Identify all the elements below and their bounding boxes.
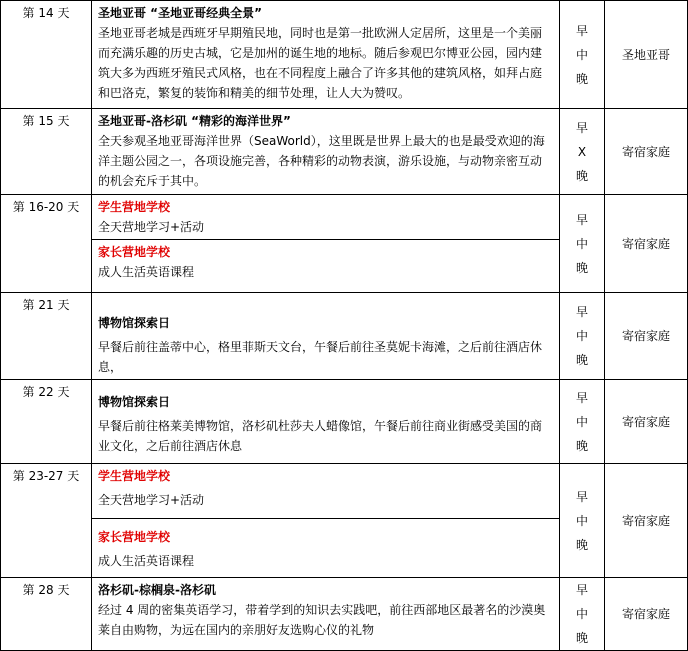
section-description: 成人生活英语课程 [98, 554, 195, 568]
content-cell [92, 380, 560, 464]
content-cell [92, 578, 560, 651]
day-cell: 第 23-27 天 [1, 464, 92, 578]
table-row [1, 464, 688, 578]
section-title: 学生营地学校 [98, 200, 171, 214]
row-description: 早餐后前往盖蒂中心，格里菲斯天文台，午餐后前往圣莫妮卡海滩，之后前往酒店休息， [98, 340, 543, 374]
meal-lunch: 中 [575, 414, 588, 429]
meal-dinner: 晚 [575, 537, 588, 552]
row-description: 圣地亚哥老城是西班牙早期殖民地，同时也是第一批欧洲人定居所，这里是一个美丽而充满乐趣的历史古城，它是加州的诞生地的地标。随后参观巴尔博亚公园，园内建筑大多为西班牙殖民式风格，也在不同程度上融合了许多其他的建筑风格，如拜占庭和巴洛克，繁复的装饰和精美的细节处理，让人大为赞叹。 [98, 26, 543, 100]
meal-breakfast: 早 [575, 489, 588, 504]
meal-breakfast: 早 [575, 212, 588, 227]
table-row [1, 578, 688, 651]
section-student [92, 195, 559, 239]
day-cell: 第 15 天 [1, 109, 92, 195]
section-parent [92, 518, 559, 573]
meal-breakfast: 早 [575, 23, 588, 38]
table-row [1, 109, 688, 195]
meal-cell [560, 1, 605, 109]
row-description: 经过 4 周的密集英语学习，带着学到的知识去实践吧，前往西部地区最著名的沙漠奥莱自由购物，为远在国内的亲朋好友选购心仪的礼物 [98, 603, 546, 637]
meal-breakfast: 早 [575, 120, 588, 135]
meal-dinner: 晚 [575, 71, 588, 86]
meal-dinner: 晚 [575, 438, 588, 453]
section-description: 成人生活英语课程 [98, 265, 195, 279]
meal-lunch: 中 [575, 513, 588, 528]
row-description: 早餐后前往格莱美博物馆，洛杉矶杜莎夫人蜡像馆，午餐后前往商业街感受美国的商业文化，之后前往酒店休息 [98, 419, 543, 453]
meal-dinner: 晚 [575, 168, 588, 183]
table-row [1, 293, 688, 380]
meal-cell [560, 293, 605, 380]
table-row [1, 195, 688, 293]
row-description: 全天参观圣地亚哥海洋世界（SeaWorld），这里既是世界上最大的也是最受欢迎的海洋主题公园之一，各项设施完善，各种精彩的动物表演，游乐设施，与动物亲密互动的机会充斥于其中。 [98, 134, 545, 188]
content-cell [92, 195, 560, 293]
section-title: 家长营地学校 [98, 245, 171, 259]
stay-cell: 寄宿家庭 [605, 293, 688, 380]
row-title: 圣地亚哥-洛杉矶 “精彩的海洋世界” [98, 114, 291, 128]
meal-breakfast: 早 [575, 305, 588, 319]
meal-breakfast: 早 [575, 583, 588, 597]
row-title: 圣地亚哥 “圣地亚哥经典全景” [98, 6, 262, 20]
meal-lunch: 中 [575, 236, 588, 251]
meal-cell [560, 109, 605, 195]
day-cell: 第 28 天 [1, 578, 92, 651]
meal-cell [560, 195, 605, 293]
section-student [92, 464, 559, 518]
row-title: 博物馆探索日 [98, 395, 171, 409]
meal-dinner: 晚 [575, 353, 588, 367]
meal-cell [560, 578, 605, 651]
content-cell [92, 293, 560, 380]
content-cell [92, 109, 560, 195]
row-title: 洛杉矶-棕榈泉-洛杉矶 [98, 583, 216, 597]
section-description: 全天营地学习+活动 [98, 220, 205, 234]
table-row [1, 380, 688, 464]
day-cell: 第 16-20 天 [1, 195, 92, 293]
stay-cell: 寄宿家庭 [605, 195, 688, 293]
section-parent [92, 239, 559, 284]
stay-cell: 寄宿家庭 [605, 464, 688, 578]
table-row [1, 1, 688, 109]
stay-cell: 寄宿家庭 [605, 380, 688, 464]
meal-lunch: 中 [575, 47, 588, 62]
meal-dinner: 晚 [575, 260, 588, 275]
section-description: 全天营地学习+活动 [98, 493, 205, 507]
meal-dinner: 晚 [575, 631, 588, 645]
meal-lunch: 中 [575, 607, 588, 621]
meal-breakfast: 早 [575, 390, 588, 405]
row-title: 博物馆探索日 [98, 316, 171, 330]
meal-lunch: X [577, 144, 587, 159]
day-cell: 第 21 天 [1, 293, 92, 380]
section-title: 家长营地学校 [98, 530, 171, 544]
meal-cell [560, 380, 605, 464]
day-cell: 第 14 天 [1, 1, 92, 109]
meal-lunch: 中 [575, 329, 588, 343]
day-cell: 第 22 天 [1, 380, 92, 464]
stay-cell: 寄宿家庭 [605, 578, 688, 651]
content-cell [92, 1, 560, 109]
stay-cell: 圣地亚哥 [605, 1, 688, 109]
meal-cell [560, 464, 605, 578]
stay-cell: 寄宿家庭 [605, 109, 688, 195]
section-title: 学生营地学校 [98, 469, 171, 483]
content-cell [92, 464, 560, 578]
